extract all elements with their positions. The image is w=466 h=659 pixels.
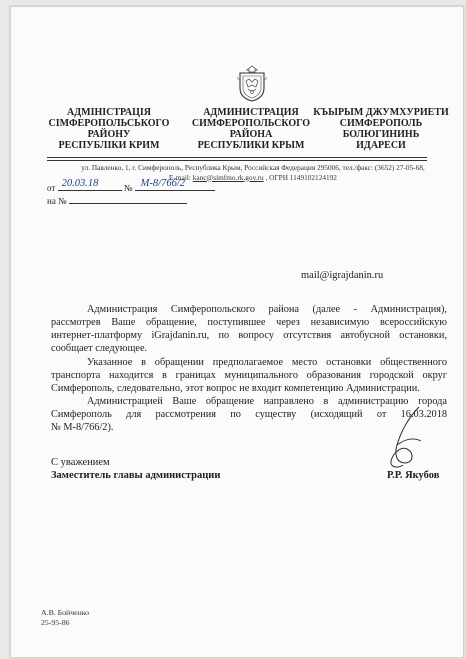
- text-line: № М-8/766/2).: [51, 422, 114, 433]
- header-center-line: СИМФЕРОПОЛЬСКОГО: [191, 118, 311, 129]
- header-left-line: СІМФЕРОПОЛЬСЬКОГО: [48, 118, 170, 129]
- header-center-line: РЕСПУБЛИКИ КРЫМ: [197, 140, 305, 151]
- text-line: Указанное в обращении предполагаемое место остановки общественного: [87, 357, 447, 368]
- text-line: рассмотрев Ваше обращение, поступившее через независимую всероссийскую: [51, 317, 447, 328]
- header-divider-thin: [47, 160, 427, 161]
- header-center-line: АДМИНИСТРАЦИЯ: [203, 107, 299, 118]
- registration-line: [47, 178, 215, 193]
- text-line: Администрацией Ваше обращение направлено в администрацию города: [87, 396, 447, 407]
- signer-name: Р.Р. Якубов: [387, 470, 440, 481]
- signer-position: Заместитель главы администрации: [51, 470, 221, 481]
- executor-name: А.В. Бойченко: [41, 608, 90, 617]
- address-email-prefix: E-mail:: [169, 172, 193, 182]
- executor-phone: 25-95-86: [41, 618, 70, 627]
- header-right-line: БОЛЮГИНИНЬ: [342, 129, 420, 140]
- ref-field: [69, 194, 187, 204]
- number-label: №: [123, 183, 133, 193]
- header-left-line: РАЙОНУ: [87, 129, 131, 140]
- text-line: Симферополь, следовательно, этот вопрос не входит компетенцию Администрации.: [51, 383, 420, 394]
- reference-line: [47, 194, 187, 206]
- address-block: [43, 163, 463, 182]
- letter-page: [10, 6, 464, 658]
- text-line: Симферополь для рассмотрения по существу (исходящий от 16.03.2018: [51, 409, 447, 420]
- text-line: Администрация Симферопольского района (далее - Администрация),: [87, 304, 447, 315]
- header-right-line: ИДАРЕСИ: [356, 140, 406, 151]
- address-email-link[interactable]: kanc@simfmo.rk.gov.ru: [192, 172, 264, 182]
- header-center-line: РАЙОНА: [229, 129, 273, 140]
- header-russian: [181, 107, 321, 151]
- paragraph-1: [51, 303, 447, 355]
- address-ogrn: , ОГРН 1149102124192: [263, 172, 337, 182]
- header-left-line: АДМІНІСТРАЦІЯ: [67, 107, 151, 118]
- number-field: [135, 178, 215, 191]
- header-right-line: КЪЫРЫМ ДЖУМХУРИЕТИ: [313, 107, 449, 118]
- recipient-email: mail@igrajdanin.ru: [301, 270, 384, 281]
- handwritten-date: 20.03.18: [61, 178, 99, 189]
- ref-label: на №: [47, 196, 67, 206]
- handwritten-signature: [379, 403, 431, 473]
- header-crimean-tatar: [311, 107, 451, 151]
- paragraph-2: [51, 356, 447, 395]
- address-line: ул. Павленко, 1, г. Симферополь, Республика Крым, Российская Федерация 295006, тел./факс: (3652) 27-05-68,: [81, 163, 425, 172]
- text-line: транспорта находится в границах муниципального образования городской округ: [51, 370, 447, 381]
- coat-of-arms-emblem: [235, 63, 269, 103]
- text-line: сообщает следующее.: [51, 343, 148, 354]
- header-left-line: РЕСПУБЛІКИ КРИМ: [58, 140, 160, 151]
- from-label: от: [47, 183, 56, 193]
- header-ukrainian: [39, 107, 179, 151]
- closing-regards: С уважением: [51, 457, 110, 468]
- text-line: интернет-платформу iGrajdanin.ru, по вопросу отсутствия автобусной остановки,: [51, 330, 447, 341]
- date-field: [58, 178, 122, 191]
- header-right-line: СИМФЕРОПОЛЬ: [339, 118, 423, 129]
- header-divider: [47, 157, 427, 158]
- handwritten-number: М-8/766/2: [140, 178, 185, 189]
